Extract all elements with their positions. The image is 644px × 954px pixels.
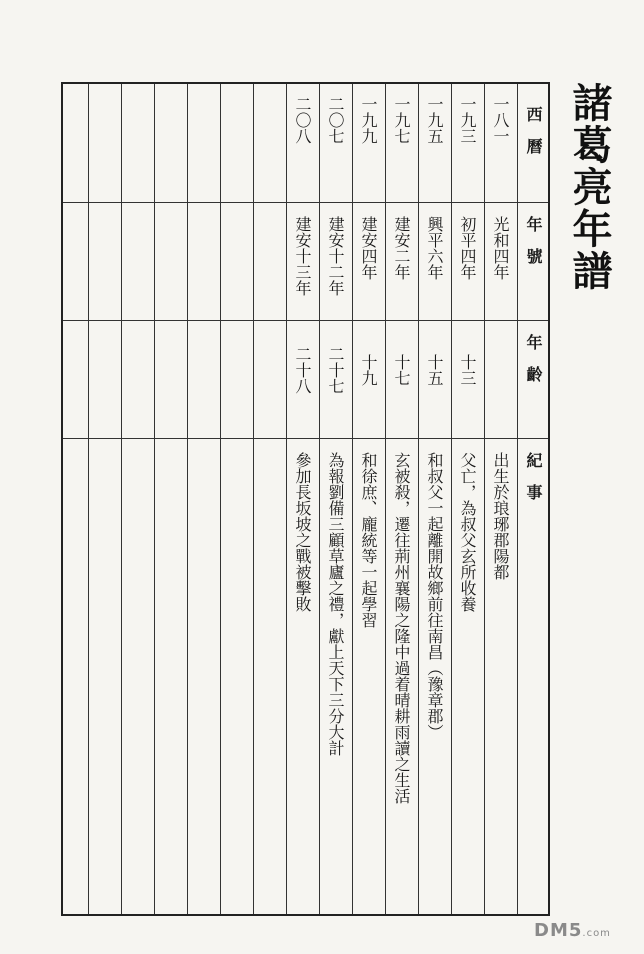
header-era: 年 號 — [524, 216, 543, 264]
row-event: 玄被殺，遷往荊州襄陽之隆中過着晴耕雨讀之生活 — [392, 452, 411, 804]
row-era: 建安四年 — [359, 216, 378, 280]
field-divider — [63, 438, 548, 439]
row-event: 為報劉備三顧草廬之禮，獻上天下三分大計 — [326, 452, 345, 756]
column-divider — [253, 84, 254, 914]
row-event: 和叔父一起離開故鄉前往南昌（豫章郡） — [425, 452, 444, 740]
row-event: 參加長坂坡之戰被擊敗 — [293, 452, 312, 612]
row-event: 出生於琅琊郡陽都 — [491, 452, 510, 580]
page-title: 諸葛亮年譜 — [566, 82, 613, 292]
column-divider — [187, 84, 188, 914]
header-year: 西 曆 — [524, 106, 543, 154]
row-era: 建安二年 — [392, 216, 411, 280]
row-year: 一九三 — [458, 96, 477, 144]
column-divider — [88, 84, 89, 914]
site-watermark — [534, 920, 611, 941]
row-year: 二〇八 — [293, 96, 312, 144]
row-year: 一九七 — [392, 96, 411, 144]
row-era: 建安十三年 — [293, 216, 312, 296]
chronology-table — [61, 82, 550, 916]
row-year: 一九九 — [359, 96, 378, 144]
row-age: 十七 — [392, 354, 411, 386]
row-year: 二〇七 — [326, 96, 345, 144]
header-age: 年 齡 — [524, 334, 543, 382]
row-era: 建安十二年 — [326, 216, 345, 296]
row-age: 二十八 — [293, 346, 312, 394]
row-age: 二十七 — [326, 346, 345, 394]
row-event: 和徐庶、龐統等一起學習 — [359, 452, 378, 628]
header-event: 紀 事 — [524, 452, 543, 500]
row-year: 一八一 — [491, 96, 510, 144]
watermark-suffix: .com — [582, 928, 611, 939]
field-divider — [63, 202, 548, 203]
row-era: 初平四年 — [458, 216, 477, 280]
column-divider — [121, 84, 122, 914]
row-event: 父亡，為叔父玄所收養 — [458, 452, 477, 612]
row-year: 一九五 — [425, 96, 444, 144]
watermark-brand: DM5 — [534, 920, 583, 941]
row-era: 光和四年 — [491, 216, 510, 280]
field-divider — [63, 320, 548, 321]
column-divider — [220, 84, 221, 914]
row-age: 十三 — [458, 354, 477, 386]
row-era: 興平六年 — [425, 216, 444, 280]
column-divider — [154, 84, 155, 914]
row-age: 十九 — [359, 354, 378, 386]
row-age: 十五 — [425, 354, 444, 386]
